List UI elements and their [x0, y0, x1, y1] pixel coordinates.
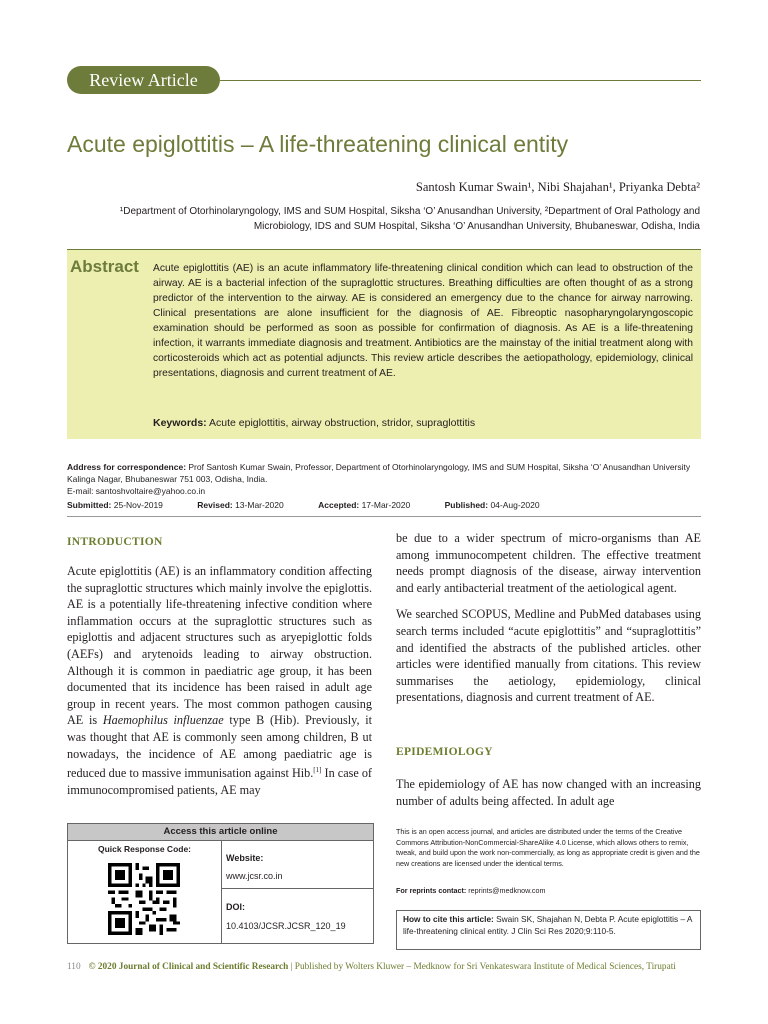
qr-code-icon[interactable] — [108, 863, 180, 935]
article-dates — [67, 500, 572, 510]
pathogen-name: Haemophilus influenzae — [102, 713, 224, 728]
doi-link[interactable]: 10.4103/JCSR.JCSR_120_19 — [226, 921, 346, 931]
epidemiology-heading: EPIDEMIOLOGY — [396, 746, 493, 758]
doi-label: DOI: — [226, 902, 245, 912]
correspondence — [67, 461, 701, 497]
access-article-box — [67, 823, 374, 944]
reference-1[interactable]: [1] — [313, 766, 322, 775]
correspondence-email[interactable]: E-mail: santoshvoltaire@yahoo.co.in — [67, 486, 206, 496]
accepted-date: Accepted: 17-Mar-2020 — [318, 500, 411, 510]
introduction-heading: INTRODUCTION — [67, 536, 163, 548]
box-divider — [222, 888, 373, 889]
header-rule — [220, 80, 701, 81]
paragraph: be due to a wider spectrum of micro-organisms than AE among immunocompetent children. The effective treatment needs prompt diagnosis of the disease, airway intervention and early antibacterial treatment of the aetiological agent. — [396, 531, 701, 595]
website-label: Website: — [226, 853, 264, 863]
journal-copyright: © 2020 Journal of Clinical and Scientific Research — [88, 962, 289, 972]
citation-text: Swain SK, Shajahan N, Debta P. Acute epiglottitis – A life-threatening clinical entity. J Clin Sci Res 2020;9:110-5. — [403, 914, 693, 936]
section-divider — [67, 516, 701, 517]
article-type-badge: Review Article — [67, 66, 220, 94]
page-footer — [67, 962, 676, 972]
published-date: Published: 04-Aug-2020 — [444, 500, 540, 510]
authors: Santosh Kumar Swain¹, Nibi Shajahan¹, Priyanka Debta² — [415, 180, 700, 194]
publisher-line: | Published by Wolters Kluwer – Medknow for Sri Venkateswara Institute of Medical Sciences, Tirupati — [288, 962, 676, 972]
reprints-contact: For reprints contact: reprints@medknow.com — [396, 886, 546, 895]
abstract-text: Acute epiglottitis (AE) is an acute inflammatory life-threatening clinical condition which can lead to obstruction of the airway. AE is a bacterial infection of the supraglottic structures. Breathing difficulties are often thought of as a strong predictor of the intervention to the airway. AE is considered an emergency due to the chance for airway narrowing. Clinical presentations are alone insufficient for the diagnosis of AE. Fibreoptic nasopharyngolaryngoscopic examination should be performed as soon as possible for confirmation of diagnosis. As AE is a life-threatening infection, it warrants immediate diagnosis and treatment. Antibiotics are the mainstay of the initial treatment along with corticosteroids which act as potential adjuncts. This review article describes the aetiopathology, epidemiology, clinical presentations, diagnosis and current treatment of AE. — [153, 263, 693, 379]
citation-box — [396, 910, 701, 950]
epidemiology-text — [396, 776, 701, 819]
affiliations — [90, 204, 700, 234]
affiliation-line-1: ¹Department of Otorhinolaryngology, IMS and SUM Hospital, Siksha ‘O’ Anusandhan University, ²Department of Oral Pathology and — [119, 206, 700, 217]
abstract-heading: Abstract — [70, 257, 139, 276]
reprints-email[interactable]: reprints@medknow.com — [466, 886, 546, 895]
paragraph: The epidemiology of AE has now changed with an increasing number of adults being affected. In adult age — [396, 777, 701, 808]
keywords — [153, 417, 693, 429]
license-text: This is an open access journal, and articles are distributed under the terms of the Creative Commons Attribution-NonCommercial-ShareAlike 4.0 License, which allows others to remix, tweak, and build upon the work non-commercially, as long as appropriate credit is given and the new creations are licensed under the identical terms. — [396, 827, 700, 868]
revised-date: Revised: 13-Mar-2020 — [197, 500, 284, 510]
keywords-list: Acute epiglottitis, airway obstruction, stridor, supraglottitis — [206, 417, 476, 429]
website-link[interactable]: www.jcsr.co.in — [226, 871, 283, 881]
access-heading: Access this article online — [68, 824, 373, 841]
citation-label: How to cite this article: — [403, 914, 494, 924]
affiliation-line-2: Microbiology, IDS and SUM Hospital, Siksha ‘O’ Anusandhan University, Bhubaneswar, Odisha, India — [253, 221, 700, 232]
paragraph: We searched SCOPUS, Medline and PubMed databases using search terms included “acute epiglottitis” and “supraglottitis” and identified the abstracts of the published articles. other articles were identified manually from citations. This review summarises the aetiology, epidemiology, clinical presentations, diagnosis and current treatment of AE. — [396, 607, 701, 705]
qr-label: Quick Response Code: — [97, 844, 192, 854]
correspondence-address: Prof Santosh Kumar Swain, Professor, Department of Otorhinolaryngology, IMS and SUM Hospital, Siksha ‘O’ Anusandhan University Kalinga Nagar, Bhubaneswar 751 003, Odisha, India. — [67, 462, 691, 484]
introduction-text: Acute epiglottitis (AE) is an inflammatory condition affecting the supraglottic structures which mainly involve the epiglottis. AE is a potentially life-threatening infective condition where inflammation occurs at the supraglottic structures such as epiglottis and adjacent structures such as aryepiglottic folds (AEFs) and arytenoids leading to airway obstruction. Although it is common in paediatric age group, it has been documented that its incidence has been raised in adult age group in recent years. The most common pathogen causing AE is Haemophilus influenzae type B (Hib). Previously, it was thought that AE is commonly seen among children, B ut nowadays, the incidence of AE among paediatric age is reduced due to massive immunisation against Hib.[1] In case of immunocompromised patients, AE may — [67, 564, 372, 797]
submitted-date: Submitted: 25-Nov-2019 — [67, 500, 163, 510]
qr-cell — [68, 841, 222, 943]
keywords-label: Keywords: — [153, 417, 207, 429]
article-title: Acute epiglottitis – A life-threatening clinical entity — [67, 131, 569, 157]
column-2-text — [396, 530, 701, 716]
correspondence-label: Address for correspondence: — [67, 462, 187, 472]
page-number: 110 — [67, 962, 81, 972]
